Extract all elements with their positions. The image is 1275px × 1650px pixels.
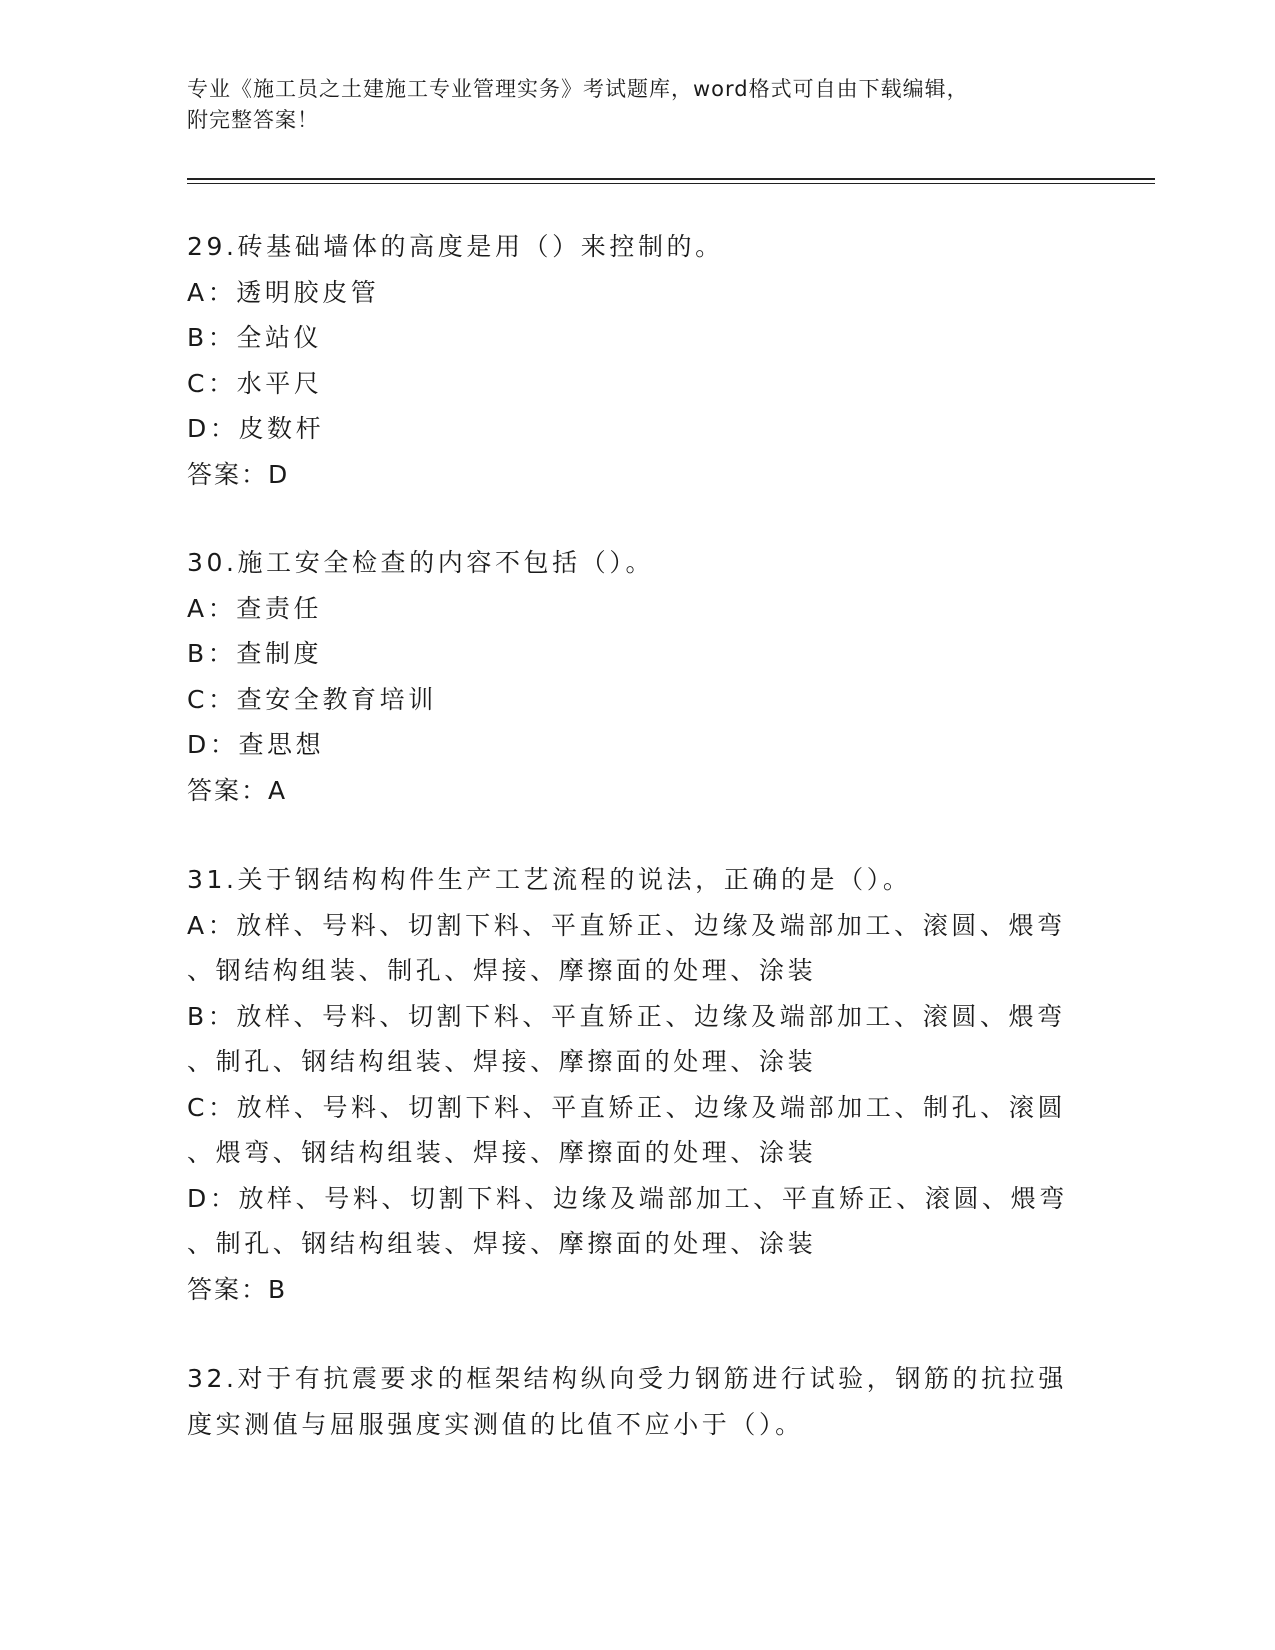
- answer-label: 答案：: [187, 1274, 269, 1304]
- header-line-1: 专业《施工员之土建施工专业管理实务》考试题库，word格式可自由下载编辑，: [187, 77, 969, 101]
- option-d: D：皮数杆: [187, 414, 325, 443]
- answer-label: 答案：: [187, 775, 269, 805]
- option-b: B：放样、号料、切割下料、平直矫正、边缘及端部加工、滚圆、煨弯: [187, 1001, 1066, 1031]
- option-c: C：放样、号料、切割下料、平直矫正、边缘及端部加工、制孔、滚圆: [187, 1092, 1067, 1122]
- question-stem-continued: 度实测值与屈服强度实测值的比值不应小于（）。: [187, 1409, 804, 1439]
- header-line-2: 附完整答案！: [187, 108, 319, 132]
- option-b-continued: 、制孔、钢结构组装、焊接、摩擦面的处理、涂装: [187, 1047, 817, 1076]
- answer-value: B: [268, 1274, 287, 1304]
- question-31: [187, 857, 1087, 1312]
- question-29: [187, 224, 1087, 497]
- document-header: [187, 74, 1087, 136]
- option-a-continued: 、钢结构组装、制孔、焊接、摩擦面的处理、涂装: [187, 956, 817, 985]
- answer-value: A: [268, 775, 287, 805]
- option-b: B：全站仪: [187, 323, 323, 352]
- option-b: B：查制度: [187, 639, 323, 668]
- answer-line: [187, 1267, 1087, 1313]
- answer-line: [187, 768, 1087, 814]
- option-c: C：查安全教育培训: [187, 684, 437, 714]
- option-c-continued: 、煨弯、钢结构组装、焊接、摩擦面的处理、涂装: [187, 1138, 817, 1167]
- option-d-continued: 、制孔、钢结构组装、焊接、摩擦面的处理、涂装: [187, 1229, 817, 1258]
- answer-line: [187, 452, 1087, 498]
- question-stem: 31.关于钢结构构件生产工艺流程的说法，正确的是（）。: [187, 865, 912, 894]
- option-a: A：放样、号料、切割下料、平直矫正、边缘及端部加工、滚圆、煨弯: [187, 910, 1066, 940]
- answer-value: D: [268, 459, 289, 489]
- answer-label: 答案：: [187, 459, 269, 489]
- option-d: D：查思想: [187, 730, 325, 759]
- option-a: A：透明胶皮管: [187, 277, 380, 307]
- option-a: A：查责任: [187, 593, 323, 623]
- option-d: D：放样、号料、切割下料、边缘及端部加工、平直矫正、滚圆、煨弯: [187, 1183, 1068, 1213]
- question-30: [187, 540, 1087, 813]
- header-divider: [187, 178, 1155, 184]
- option-c: C：水平尺: [187, 368, 323, 398]
- question-stem: 29.砖基础墙体的高度是用（）来控制的。: [187, 232, 724, 261]
- question-stem: 30.施工安全检查的内容不包括（）。: [187, 548, 655, 577]
- question-32: [187, 1356, 1087, 1447]
- question-stem: 32.对于有抗震要求的框架结构纵向受力钢筋进行试验，钢筋的抗拉强: [187, 1364, 1067, 1393]
